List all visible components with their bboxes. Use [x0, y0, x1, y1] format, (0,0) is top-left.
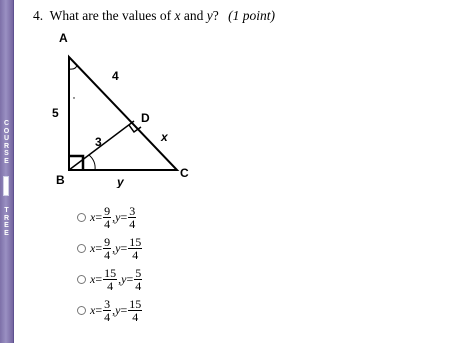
answer-x-var: x [90, 209, 96, 224]
answer-expression [90, 205, 137, 230]
vertex-b-label: B [56, 173, 65, 187]
question-text [33, 8, 275, 24]
y-denominator: 4 [129, 216, 136, 231]
x-fraction [103, 205, 111, 230]
x-denominator: 4 [107, 278, 114, 293]
triangle-abc [69, 57, 177, 170]
x-fraction [103, 236, 111, 261]
answer-equals: = [95, 209, 103, 224]
question-var-x: x [174, 8, 181, 23]
segment-bd-label: 3 [95, 135, 102, 149]
answer-separator: , [118, 271, 122, 286]
y-fraction [134, 267, 142, 292]
radio-button[interactable] [77, 244, 86, 253]
y-denominator: 4 [135, 278, 142, 293]
answer-equals: = [120, 240, 128, 255]
answer-equals: = [126, 271, 134, 286]
answer-y-var: y [115, 209, 121, 224]
x-denominator: 4 [104, 216, 111, 231]
answer-option-2[interactable] [77, 233, 143, 263]
answer-y-var: y [121, 271, 127, 286]
y-fraction [128, 236, 142, 261]
radio-button[interactable] [77, 306, 86, 315]
x-numerator: 9 [104, 203, 111, 218]
answer-expression [90, 236, 143, 261]
question-number: 4. [33, 8, 44, 23]
vertex-c-label: C [180, 166, 189, 180]
triangle-diagram [40, 28, 200, 188]
y-numerator: 3 [129, 203, 136, 218]
answer-separator: , [112, 209, 116, 224]
radio-button[interactable] [77, 275, 86, 284]
segment-dc-label: x [161, 130, 168, 144]
answer-expression [90, 267, 143, 292]
x-fraction [103, 267, 117, 292]
question-var-y: y [206, 8, 213, 23]
y-numerator: 15 [129, 296, 142, 311]
answer-option-4[interactable] [77, 295, 143, 325]
answer-separator: , [112, 240, 116, 255]
x-denominator: 4 [104, 247, 111, 262]
stray-dot [73, 97, 74, 98]
sidebar-label-tree: T R E E [3, 207, 10, 237]
answer-expression [90, 298, 143, 323]
question-mark: ? [212, 8, 219, 23]
answer-y-var: y [115, 240, 121, 255]
answer-option-1[interactable] [77, 202, 137, 232]
y-fraction [128, 205, 136, 230]
x-numerator: 3 [104, 296, 111, 311]
answer-equals: = [120, 209, 128, 224]
segment-bc-label: y [117, 175, 124, 188]
angle-a-arc [69, 65, 77, 69]
answer-y-var: y [115, 302, 121, 317]
segment-ab-label: 5 [52, 106, 59, 120]
angle-b-arc [89, 155, 95, 170]
answer-separator: , [112, 302, 116, 317]
x-numerator: 15 [104, 265, 117, 280]
y-fraction [128, 298, 142, 323]
answer-equals: = [95, 302, 103, 317]
answer-x-var: x [90, 302, 96, 317]
x-fraction [103, 298, 111, 323]
x-denominator: 4 [104, 309, 111, 324]
question-and: and [183, 8, 204, 23]
vertex-a-label: A [59, 31, 68, 45]
segment-ad-label: 4 [112, 69, 119, 83]
y-denominator: 4 [132, 309, 139, 324]
answer-x-var: x [90, 271, 96, 286]
radio-button[interactable] [77, 213, 86, 222]
answer-equals: = [95, 240, 103, 255]
course-tree-sidebar[interactable] [0, 0, 14, 343]
question-points: (1 point) [228, 8, 275, 23]
sidebar-label-course: C O U R S E [3, 120, 10, 165]
answer-equals: = [95, 271, 103, 286]
sidebar-toggle-handle[interactable] [3, 176, 9, 196]
x-numerator: 9 [104, 234, 111, 249]
y-denominator: 4 [132, 247, 139, 262]
y-numerator: 5 [135, 265, 142, 280]
answer-x-var: x [90, 240, 96, 255]
question-prompt: What are the values of [49, 8, 172, 23]
answer-option-3[interactable] [77, 264, 143, 294]
answer-equals: = [120, 302, 128, 317]
vertex-d-label: D [141, 111, 150, 125]
y-numerator: 15 [129, 234, 142, 249]
